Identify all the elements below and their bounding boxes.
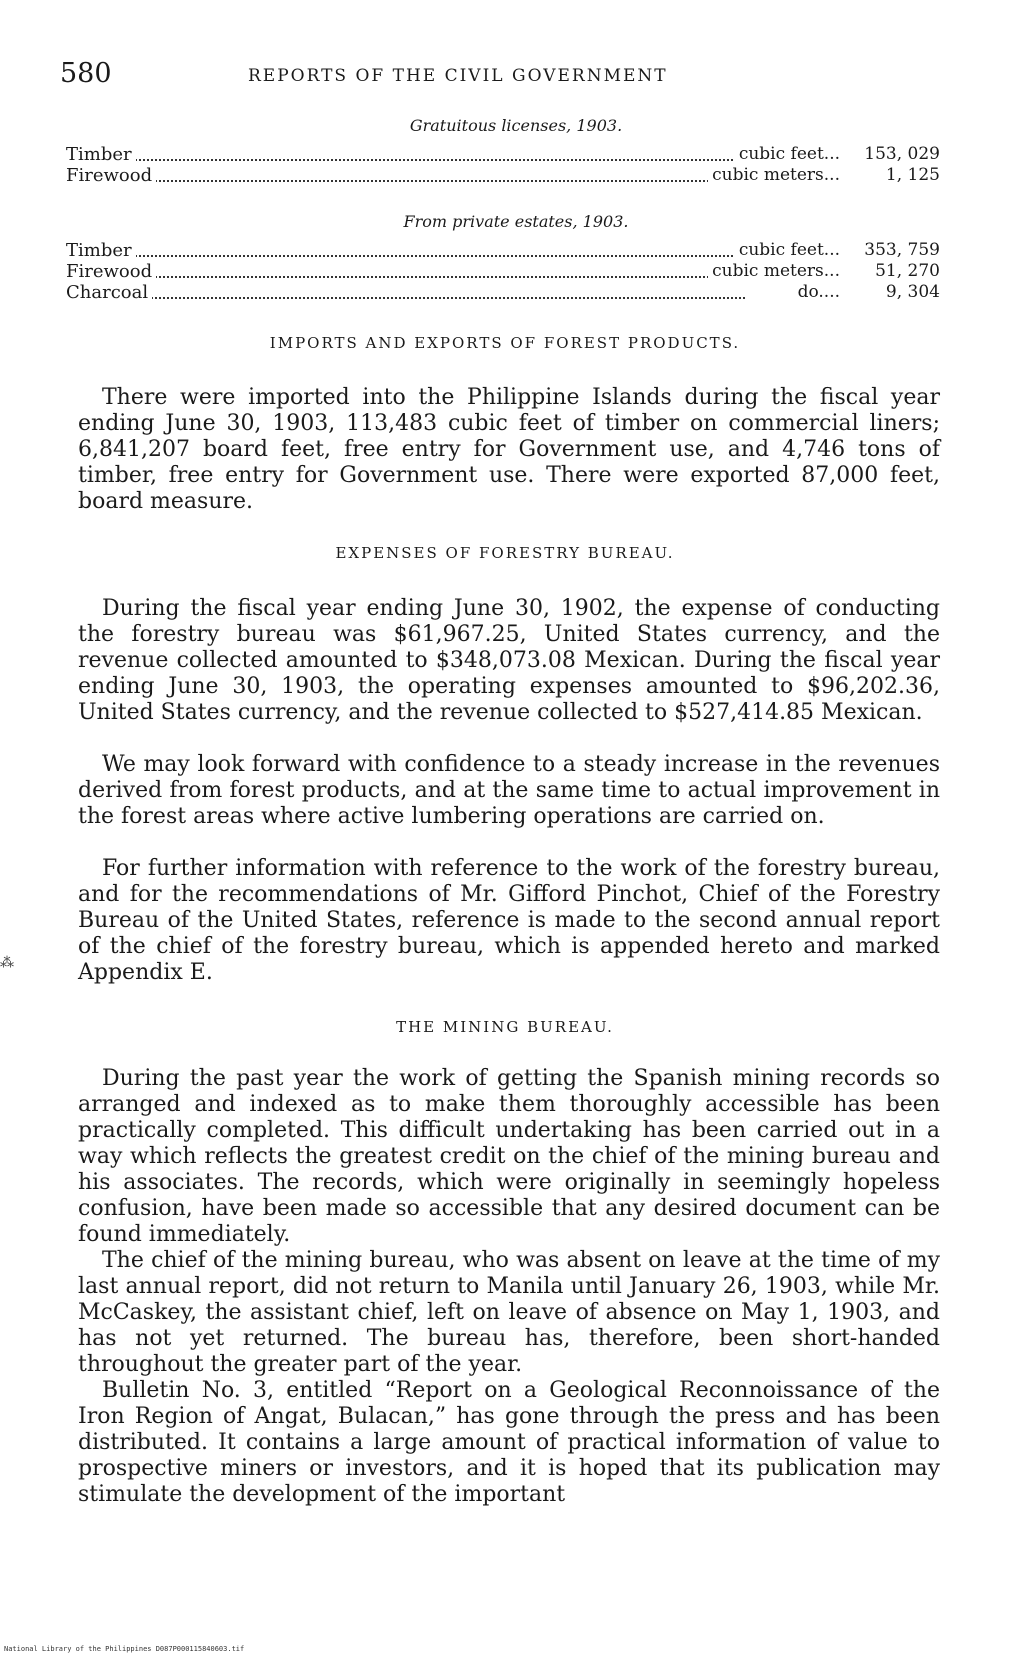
dot-leader bbox=[126, 255, 745, 257]
expenses-paragraph-1: During the fiscal year ending June 30, 1902, the expense of conducting the forestry bureau was $61,967.25, United States currency, and the revenue collected amounted to $348,073.08 Mexican. During the fiscal year ending June 30, 1903, the operating expenses amounted to $96,202.36, United States currency, and the revenue collected to $527,414.85 Mexican. bbox=[78, 596, 940, 725]
scan-footer: National Library of the Philippines D087P000115840603.tif bbox=[4, 1645, 245, 1653]
page-number: 580 bbox=[60, 58, 112, 89]
expenses-paragraph-2: We may look forward with confidence to a steady increase in the revenues derived from forest products, and at the same time to actual improvement in the forest areas where active lumbering operations are carried on. bbox=[78, 752, 940, 829]
table-row bbox=[66, 240, 940, 261]
mining-paragraph-3: Bulletin No. 3, entitled “Report on a Geological Reconnoissance of the Iron Region of Angat, Bulacan,” has gone through the press and has been distributed. It contains a large amount of practical information of value to prospective miners or investors, and it is hoped that its publication may stimulate the development of the important bbox=[78, 1378, 940, 1507]
row-name: Firewood bbox=[66, 165, 156, 186]
row-value: 1, 125 bbox=[885, 165, 940, 185]
dot-leader bbox=[126, 159, 745, 161]
running-title: REPORTS OF THE CIVIL GOVERNMENT bbox=[248, 66, 668, 86]
row-unit: cubic meters... bbox=[708, 261, 840, 282]
row-value: 353, 759 bbox=[864, 240, 940, 260]
row-name: Charcoal bbox=[66, 282, 152, 303]
mining-section-title: THE MINING BUREAU. bbox=[396, 1018, 614, 1036]
imports-paragraph: There were imported into the Philippine Islands during the fiscal year ending June 30, 1903, 113,483 cubic feet of timber on commercial liners; 6,841,207 board feet, free entry for Government use, and 4,746 tons of timber, free entry for Government use. There were exported 87,000 feet, board measure. bbox=[78, 385, 940, 514]
private-caption: From private estates, 1903. bbox=[403, 212, 629, 231]
row-unit: cubic feet... bbox=[735, 240, 840, 261]
table-row bbox=[66, 261, 940, 282]
row-unit: do.... bbox=[794, 282, 840, 303]
row-value: 51, 270 bbox=[875, 261, 940, 281]
page-header bbox=[60, 58, 940, 98]
scan-speck-icon: ⁂ bbox=[0, 955, 14, 971]
gratuitous-table bbox=[66, 144, 940, 186]
table-row bbox=[66, 144, 940, 165]
gratuitous-caption: Gratuitous licenses, 1903. bbox=[409, 116, 623, 135]
mining-paragraph-2: The chief of the mining bureau, who was absent on leave at the time of my last annual report, did not return to Manila until January 26, 1903, while Mr. McCaskey, the assistant chief, left on leave of absence on May 1, 1903, and has not yet returned. The bureau has, therefore, been short-handed throughout the greater part of the year. bbox=[78, 1248, 940, 1377]
dot-leader bbox=[126, 297, 745, 299]
row-value: 9, 304 bbox=[885, 282, 940, 302]
expenses-section-title: EXPENSES OF FORESTRY BUREAU. bbox=[335, 544, 675, 562]
expenses-paragraph-3: For further information with reference to the work of the forestry bureau, and for the recommendations of Mr. Gifford Pinchot, Chief of the Forestry Bureau of the United States, reference is made to the second annual report of the chief of the forestry bureau, which is appended hereto and marked Appendix E. bbox=[78, 856, 940, 985]
row-name: Timber bbox=[66, 144, 136, 165]
row-unit: cubic feet... bbox=[735, 144, 840, 165]
dot-leader bbox=[126, 276, 745, 278]
row-name: Timber bbox=[66, 240, 136, 261]
table-row bbox=[66, 282, 940, 303]
private-table bbox=[66, 240, 940, 303]
dot-leader bbox=[126, 180, 745, 182]
row-name: Firewood bbox=[66, 261, 156, 282]
imports-section-title: IMPORTS AND EXPORTS OF FOREST PRODUCTS. bbox=[269, 334, 741, 352]
mining-paragraph-1: During the past year the work of getting the Spanish mining records so arranged and indexed as to make them thoroughly accessible has been practically completed. This difficult undertaking has been carried out in a way which reflects the greatest credit on the chief of the mining bureau and his associates. The records, which were originally in seemingly hopeless confusion, have been made so accessible that any desired document can be found immediately. bbox=[78, 1066, 940, 1247]
row-unit: cubic meters... bbox=[708, 165, 840, 186]
row-value: 153, 029 bbox=[864, 144, 940, 164]
table-row bbox=[66, 165, 940, 186]
